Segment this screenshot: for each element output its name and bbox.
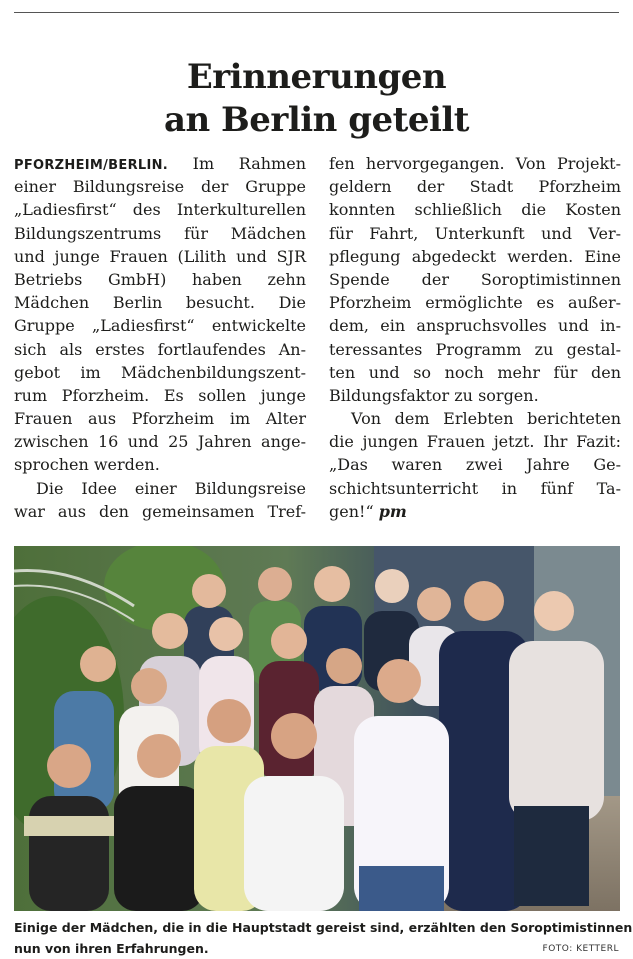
- article-line: fen hervorgegangen. Von Projekt-: [329, 154, 621, 173]
- article-line: teressantes Programm zu gestal-: [329, 339, 621, 359]
- article-line: Die Idee einer Bildungsreise: [36, 478, 306, 498]
- author-signature: pm: [378, 501, 407, 521]
- article-line: Gruppe „Ladiesfirst“ entwickelte: [14, 316, 306, 336]
- headline-line-1: Erinnerungen: [186, 57, 447, 97]
- article-last-line: [329, 500, 621, 523]
- article-last-line-text: gen!“: [329, 501, 374, 521]
- article-line: war aus den gemeinsamen Tref-: [14, 501, 306, 521]
- article-line: für Fahrt, Unterkunft und Ver-: [329, 223, 621, 243]
- photo-caption: [14, 917, 633, 959]
- group-photo-illustration: [14, 546, 620, 911]
- article-line: „Das waren zwei Jahre Ge-: [329, 455, 621, 475]
- article-line: konnten schließlich die Kosten: [329, 200, 621, 220]
- photo-credit: FOTO: KETTERL: [537, 944, 619, 954]
- article-line: Spende der Soroptimistinnen: [329, 269, 621, 289]
- photo-caption-line-2: nun von ihren Erfahrungen.: [14, 941, 209, 956]
- article-line: geldern der Stadt Pforzheim: [329, 177, 621, 197]
- article-line: zwischen 16 und 25 Jahren ange-: [14, 432, 306, 452]
- photo-caption-line-1: Einige der Mädchen, die in die Hauptstadt gereist sind, erzählten den Soroptimistinnen: [14, 920, 633, 935]
- article-line: einer Bildungsreise der Gruppe: [14, 177, 306, 197]
- article-first-line-text: Im Rahmen: [192, 154, 306, 173]
- group-photo: [14, 546, 620, 911]
- article-line: rum Pforzheim. Es sollen junge: [14, 385, 306, 405]
- top-rule: [14, 12, 619, 13]
- article-line: sich als erstes fortlaufendes An-: [14, 339, 306, 359]
- article-line: Betriebs GmbH) haben zehn: [14, 269, 306, 289]
- headline: [0, 56, 633, 142]
- article-line: Mädchen Berlin besucht. Die: [14, 293, 306, 313]
- article-line: und junge Frauen (Lilith und SJR: [14, 246, 306, 266]
- article-line: Bildungszentrums für Mädchen: [14, 223, 306, 243]
- article-line: dem, ein anspruchsvolles und in-: [329, 316, 621, 336]
- headline-line-2: an Berlin geteilt: [163, 100, 470, 140]
- article-line: Bildungsfaktor zu sorgen.: [329, 385, 539, 405]
- article-line: „Ladiesfirst“ des Interkulturellen: [14, 200, 306, 220]
- article-line: Von dem Erlebten berichteten: [351, 409, 621, 429]
- article-first-line: [14, 152, 306, 175]
- article-column-left: [14, 152, 306, 523]
- article-column-right: [329, 152, 621, 523]
- article-line: sprochen werden.: [14, 455, 160, 475]
- article-line: Pforzheim ermöglichte es außer-: [329, 293, 621, 313]
- article-line: ten und so noch mehr für den: [329, 362, 621, 382]
- article-line: pflegung abgedeckt werden. Eine: [329, 246, 621, 266]
- article-line: die jungen Frauen jetzt. Ihr Fazit:: [329, 432, 621, 452]
- article-line: gebot im Mädchenbildungszent-: [14, 362, 306, 382]
- dateline: PFORZHEIM/BERLIN.: [14, 158, 169, 173]
- article-line: Frauen aus Pforzheim im Alter: [14, 409, 306, 429]
- article-line: schichtsunterricht in fünf Ta-: [329, 478, 621, 498]
